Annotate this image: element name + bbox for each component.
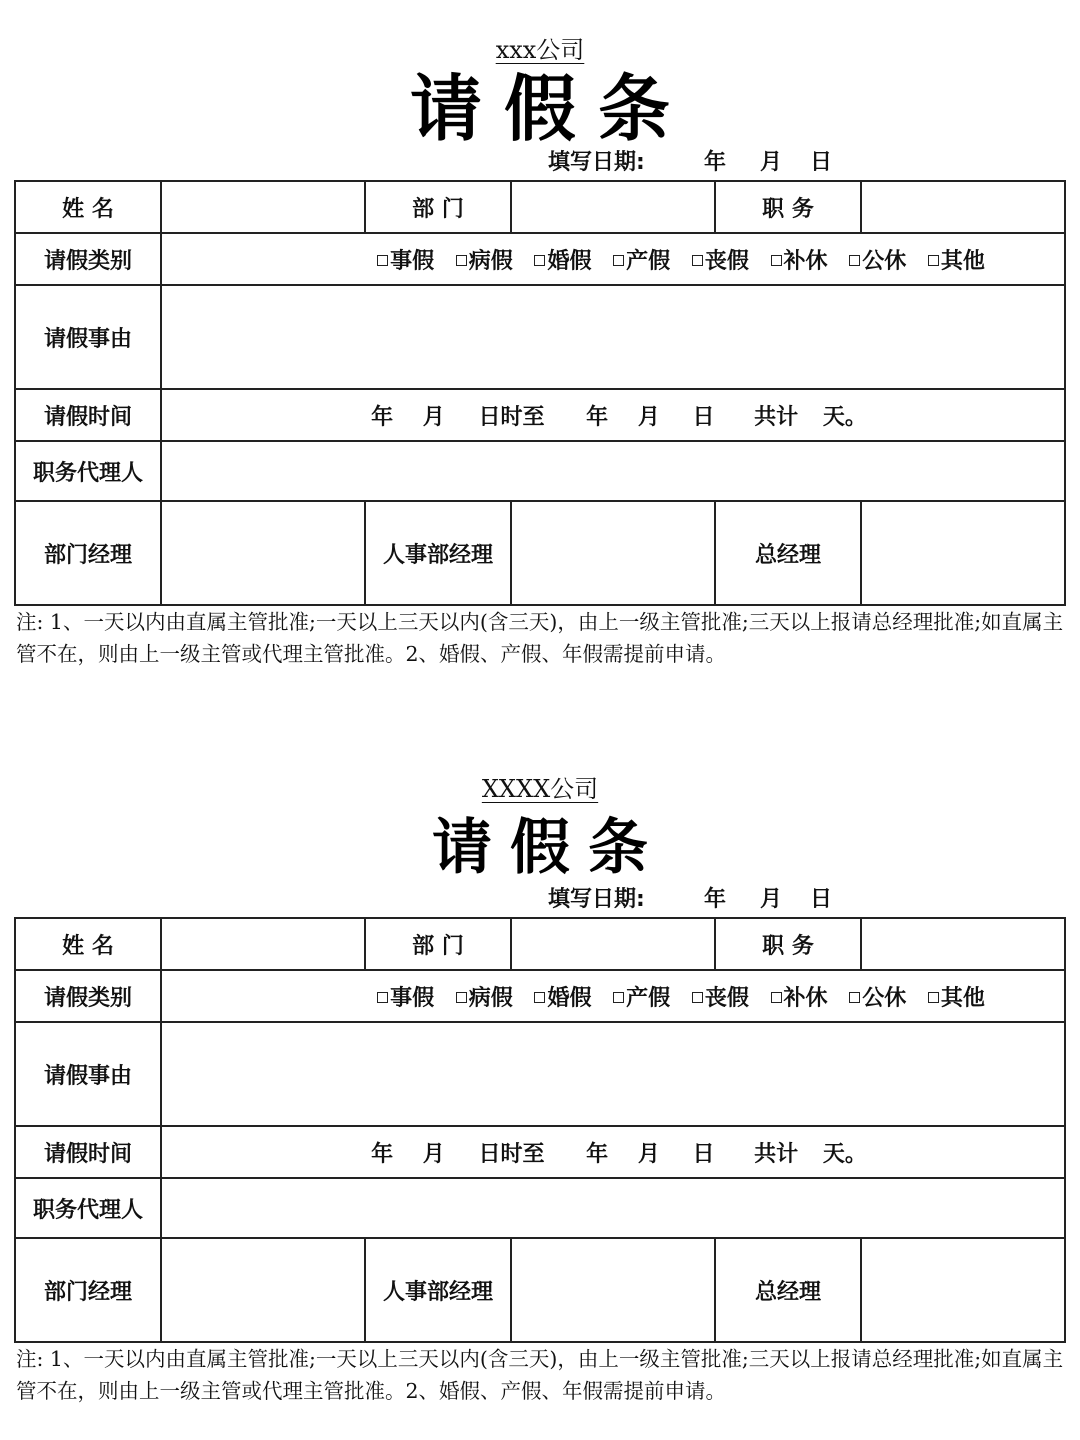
time-part: 日 xyxy=(692,404,715,430)
leave-type-option[interactable]: 婚假 xyxy=(534,244,591,275)
checkbox-icon[interactable] xyxy=(928,992,939,1003)
position-field[interactable] xyxy=(861,918,1065,970)
date-day-unit: 日 xyxy=(810,150,833,175)
fill-date-label: 填写日期: xyxy=(548,150,645,175)
deputy-label: 职务代理人 xyxy=(15,441,161,501)
date-day-unit: 日 xyxy=(810,887,833,912)
form-title: 请假条 xyxy=(432,813,666,883)
hr-manager-signature[interactable] xyxy=(511,1238,715,1342)
position-label: 职 务 xyxy=(715,918,861,970)
leave-time-label: 请假时间 xyxy=(15,1126,161,1178)
company-name: XXXX公司 xyxy=(481,775,599,803)
hr-manager-signature[interactable] xyxy=(511,501,715,605)
department-field[interactable] xyxy=(511,181,715,233)
leave-type-options xyxy=(161,970,1065,1022)
leave-type-option[interactable]: 产假 xyxy=(613,244,670,275)
deputy-field[interactable] xyxy=(161,441,1065,501)
leave-time-field[interactable] xyxy=(161,389,1065,441)
checkbox-icon[interactable] xyxy=(534,992,545,1003)
position-label: 职 务 xyxy=(715,181,861,233)
leave-reason-field[interactable] xyxy=(161,285,1065,389)
checkbox-icon[interactable] xyxy=(377,255,388,266)
checkbox-icon[interactable] xyxy=(456,255,467,266)
position-field[interactable] xyxy=(861,181,1065,233)
checkbox-icon[interactable] xyxy=(534,255,545,266)
leave-time-field[interactable] xyxy=(161,1126,1065,1178)
note-text: 注: 1、一天以内由直属主管批准;一天以上三天以内(含三天)，由上一级主管批准;三天以上报请总经理批准;如直属主管不在，则由上一级主管或代理主管批准。2、婚假、产假、年假需提前申请。 xyxy=(16,1347,1064,1403)
time-part: 年 xyxy=(586,1141,609,1167)
general-manager-signature[interactable] xyxy=(861,1238,1065,1342)
checkbox-icon[interactable] xyxy=(928,255,939,266)
leave-type-option[interactable]: 病假 xyxy=(456,244,513,275)
checkbox-icon[interactable] xyxy=(613,992,624,1003)
department-label: 部 门 xyxy=(365,918,511,970)
leave-table xyxy=(14,180,1066,606)
leave-time-label: 请假时间 xyxy=(15,389,161,441)
deputy-field[interactable] xyxy=(161,1178,1065,1238)
checkbox-icon[interactable] xyxy=(849,255,860,266)
leave-type-option[interactable]: 补休 xyxy=(771,244,828,275)
leave-type-option[interactable]: 公休 xyxy=(849,981,906,1012)
checkbox-icon[interactable] xyxy=(456,992,467,1003)
checkbox-icon[interactable] xyxy=(692,992,703,1003)
leave-type-option[interactable]: 其他 xyxy=(928,244,985,275)
time-part: 月 xyxy=(637,1141,660,1167)
general-manager-signature[interactable] xyxy=(861,501,1065,605)
time-part: 日 xyxy=(692,1141,715,1167)
leave-type-option[interactable]: 丧假 xyxy=(692,981,749,1012)
time-part: 月 xyxy=(422,1141,445,1167)
date-month-unit: 月 xyxy=(760,887,783,912)
leave-type-option[interactable]: 补休 xyxy=(771,981,828,1012)
checkbox-icon[interactable] xyxy=(692,255,703,266)
leave-reason-label: 请假事由 xyxy=(15,285,161,389)
company-name: xxx公司 xyxy=(495,36,585,64)
leave-type-option[interactable]: 其他 xyxy=(928,981,985,1012)
leave-type-options xyxy=(161,233,1065,285)
form-title: 请假条 xyxy=(409,67,692,151)
hr-manager-label: 人事部经理 xyxy=(365,501,511,605)
time-part: 年 xyxy=(371,404,394,430)
department-label: 部 门 xyxy=(365,181,511,233)
note-text: 注: 1、一天以内由直属主管批准;一天以上三天以内(含三天)，由上一级主管批准;三天以上报请总经理批准;如直属主管不在，则由上一级主管或代理主管批准。2、婚假、产假、年假需提前申请。 xyxy=(16,610,1064,666)
date-year-unit: 年 xyxy=(704,887,727,912)
name-field[interactable] xyxy=(161,181,365,233)
deputy-label: 职务代理人 xyxy=(15,1178,161,1238)
department-field[interactable] xyxy=(511,918,715,970)
checkbox-icon[interactable] xyxy=(771,992,782,1003)
dept-manager-signature[interactable] xyxy=(161,501,365,605)
leave-type-option[interactable]: 丧假 xyxy=(692,244,749,275)
leave-type-option[interactable]: 公休 xyxy=(849,244,906,275)
time-part: 月 xyxy=(422,404,445,430)
checkbox-icon[interactable] xyxy=(771,255,782,266)
name-label: 姓 名 xyxy=(15,918,161,970)
checkbox-icon[interactable] xyxy=(613,255,624,266)
leave-table xyxy=(14,917,1066,1343)
general-manager-label: 总经理 xyxy=(715,501,861,605)
time-part: 共计 xyxy=(754,404,799,430)
name-field[interactable] xyxy=(161,918,365,970)
dept-manager-label: 部门经理 xyxy=(15,501,161,605)
date-month-unit: 月 xyxy=(760,150,783,175)
leave-type-option[interactable]: 病假 xyxy=(456,981,513,1012)
leave-reason-label: 请假事由 xyxy=(15,1022,161,1126)
general-manager-label: 总经理 xyxy=(715,1238,861,1342)
leave-type-option[interactable]: 事假 xyxy=(377,981,434,1012)
fill-date-label: 填写日期: xyxy=(548,887,645,912)
checkbox-icon[interactable] xyxy=(377,992,388,1003)
leave-type-option[interactable]: 产假 xyxy=(613,981,670,1012)
checkbox-icon[interactable] xyxy=(849,992,860,1003)
dept-manager-label: 部门经理 xyxy=(15,1238,161,1342)
time-part: 天。 xyxy=(822,404,867,430)
leave-type-label: 请假类别 xyxy=(15,970,161,1022)
leave-type-label: 请假类别 xyxy=(15,233,161,285)
time-part: 日时至 xyxy=(478,404,545,430)
leave-type-option[interactable]: 婚假 xyxy=(534,981,591,1012)
name-label: 姓 名 xyxy=(15,181,161,233)
leave-reason-field[interactable] xyxy=(161,1022,1065,1126)
time-part: 日时至 xyxy=(478,1141,545,1167)
time-part: 月 xyxy=(637,404,660,430)
date-year-unit: 年 xyxy=(704,150,727,175)
time-part: 天。 xyxy=(822,1141,867,1167)
time-part: 年 xyxy=(586,404,609,430)
dept-manager-signature[interactable] xyxy=(161,1238,365,1342)
time-part: 共计 xyxy=(754,1141,799,1167)
hr-manager-label: 人事部经理 xyxy=(365,1238,511,1342)
time-part: 年 xyxy=(371,1141,394,1167)
leave-type-option[interactable]: 事假 xyxy=(377,244,434,275)
